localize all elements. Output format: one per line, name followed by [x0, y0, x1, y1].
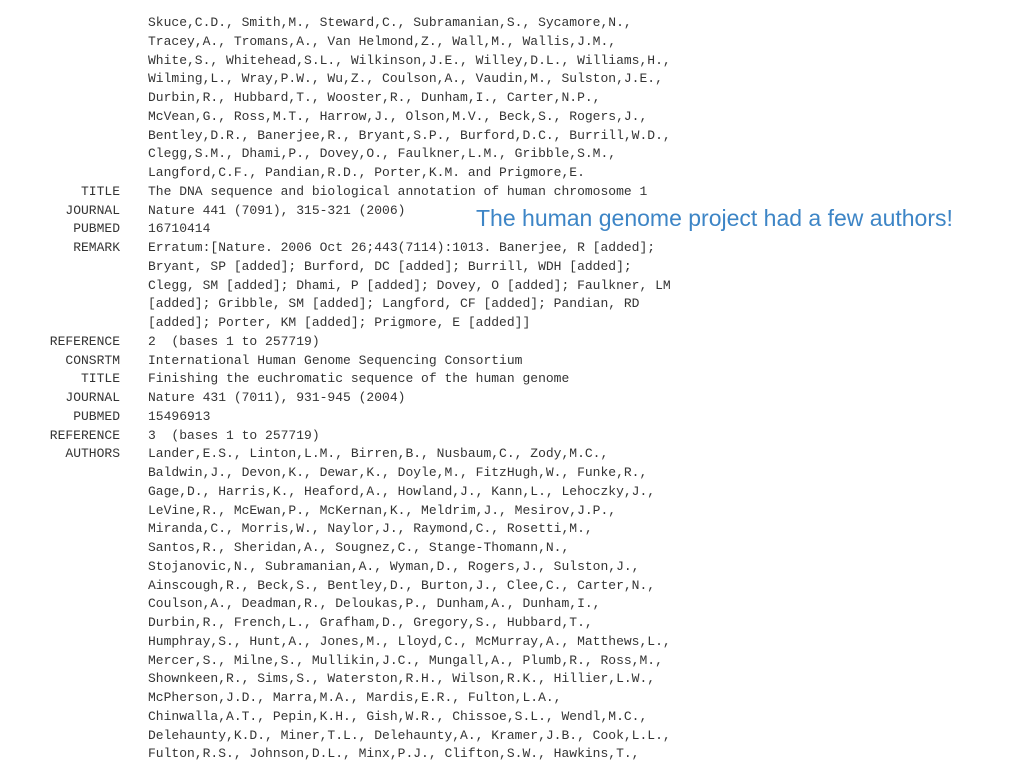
field-key: JOURNAL — [65, 202, 120, 218]
field-value: Fulton,R.S., Johnson,D.L., Minx,P.J., Clifton,S.W., Hawkins,T., — [148, 746, 640, 762]
field-value: Finishing the euchromatic sequence of the human genome — [148, 371, 570, 387]
field-value: 2 (bases 1 to 257719) — [148, 333, 320, 349]
genbank-record-text — [0, 14, 1024, 764]
record-line — [0, 595, 1024, 614]
record-line — [0, 239, 1024, 258]
record-line — [0, 539, 1024, 558]
field-key: PUBMED — [73, 408, 120, 424]
field-value: Clegg,S.M., Dhami,P., Dovey,O., Faulkner,L.M., Gribble,S.M., — [148, 146, 617, 162]
field-value: [added]; Gribble, SM [added]; Langford, CF [added]; Pandian, RD — [148, 296, 640, 312]
field-value: Delehaunty,K.D., Miner,T.L., Delehaunty,A., Kramer,J.B., Cook,L.L., — [148, 727, 671, 743]
record-line — [0, 614, 1024, 633]
field-value: White,S., Whitehead,S.L., Wilkinson,J.E., Willey,D.L., Williams,H., — [148, 52, 671, 68]
field-value: Durbin,R., Hubbard,T., Wooster,R., Dunham,I., Carter,N.P., — [148, 90, 601, 105]
field-value: Santos,R., Sheridan,A., Sougnez,C., Stange-Thomann,N., — [148, 540, 570, 555]
field-value: McVean,G., Ross,M.T., Harrow,J., Olson,M.V., Beck,S., Rogers,J., — [148, 108, 648, 124]
record-line — [0, 483, 1024, 502]
record-line — [0, 745, 1024, 764]
field-value: Durbin,R., French,L., Grafham,D., Gregory,S., Hubbard,T., — [148, 615, 593, 630]
field-value: Bentley,D.R., Banerjee,R., Bryant,S.P., Burford,D.C., Burrill,W.D., — [148, 127, 671, 143]
field-value: The DNA sequence and biological annotation of human chromosome 1 — [148, 183, 648, 199]
field-key: TITLE — [80, 371, 120, 387]
field-value: Bryant, SP [added]; Burford, DC [added]; Burrill, WDH [added]; — [148, 258, 632, 274]
field-value: Lander,E.S., Linton,L.M., Birren,B., Nusbaum,C., Zody,M.C., — [148, 446, 609, 462]
record-line — [0, 314, 1024, 333]
field-value: Langford,C.F., Pandian,R.D., Porter,K.M. and Prigmore,E. — [148, 165, 585, 180]
field-key: REMARK — [73, 240, 120, 255]
record-line — [0, 145, 1024, 164]
record-line — [0, 502, 1024, 521]
field-key: REFERENCE — [49, 427, 120, 443]
field-value: McPherson,J.D., Marra,M.A., Mardis,E.R., Fulton,L.A., — [148, 690, 562, 705]
record-line — [0, 164, 1024, 183]
record-line — [0, 89, 1024, 108]
field-key: CONSRTM — [65, 352, 120, 368]
field-value: 3 (bases 1 to 257719) — [148, 427, 320, 443]
record-line — [0, 370, 1024, 389]
record-line — [0, 464, 1024, 483]
record-line — [0, 389, 1024, 408]
field-value: Tracey,A., Tromans,A., Van Helmond,Z., Wall,M., Wallis,J.M., — [148, 33, 617, 49]
field-value: Mercer,S., Milne,S., Mullikin,J.C., Mungall,A., Plumb,R., Ross,M., — [148, 652, 663, 668]
record-line — [0, 408, 1024, 427]
record-line — [0, 427, 1024, 446]
record-line — [0, 670, 1024, 689]
record-line — [0, 14, 1024, 33]
record-line — [0, 689, 1024, 708]
record-line — [0, 352, 1024, 371]
field-value: Humphray,S., Hunt,A., Jones,M., Lloyd,C., McMurray,A., Matthews,L., — [148, 633, 671, 649]
record-line — [0, 708, 1024, 727]
field-key: TITLE — [80, 183, 120, 199]
field-key: REFERENCE — [49, 333, 120, 349]
field-value: [added]; Porter, KM [added]; Prigmore, E [added]] — [148, 315, 531, 330]
annotation-callout: The human genome project had a few authors! — [476, 205, 953, 231]
field-value: Gage,D., Harris,K., Heaford,A., Howland,J., Kann,L., Lehoczky,J., — [148, 483, 656, 499]
record-line — [0, 258, 1024, 277]
field-value: Chinwalla,A.T., Pepin,K.H., Gish,W.R., Chissoe,S.L., Wendl,M.C., — [148, 708, 648, 724]
record-line — [0, 633, 1024, 652]
record-line — [0, 727, 1024, 746]
record-line — [0, 127, 1024, 146]
field-value: Skuce,C.D., Smith,M., Steward,C., Subramanian,S., Sycamore,N., — [148, 15, 632, 30]
record-line — [0, 52, 1024, 71]
field-value: Clegg, SM [added]; Dhami, P [added]; Dovey, O [added]; Faulkner, LM — [148, 277, 671, 293]
field-key: PUBMED — [73, 221, 120, 237]
field-value: Miranda,C., Morris,W., Naylor,J., Raymond,C., Rosetti,M., — [148, 521, 593, 537]
record-line — [0, 33, 1024, 52]
record-line — [0, 577, 1024, 596]
field-value: 16710414 — [148, 221, 211, 237]
field-value: Baldwin,J., Devon,K., Dewar,K., Doyle,M., FitzHugh,W., Funke,R., — [148, 465, 648, 480]
field-key: AUTHORS — [65, 446, 120, 462]
record-line — [0, 295, 1024, 314]
field-value: Wilming,L., Wray,P.W., Wu,Z., Coulson,A., Vaudin,M., Sulston,J.E., — [148, 71, 663, 87]
field-value: Nature 431 (7011), 931-945 (2004) — [148, 390, 406, 405]
field-value: LeVine,R., McEwan,P., McKernan,K., Meldrim,J., Mesirov,J.P., — [148, 502, 617, 518]
field-value: 15496913 — [148, 408, 211, 424]
record-line — [0, 445, 1024, 464]
field-value: International Human Genome Sequencing Consortium — [148, 352, 523, 368]
field-key: JOURNAL — [65, 390, 120, 405]
field-value: Erratum:[Nature. 2006 Oct 26;443(7114):1013. Banerjee, R [added]; — [148, 240, 656, 255]
record-line — [0, 652, 1024, 671]
record-line — [0, 70, 1024, 89]
record-line — [0, 333, 1024, 352]
record-line — [0, 277, 1024, 296]
field-value: Nature 441 (7091), 315-321 (2006) — [148, 202, 406, 218]
field-value: Shownkeen,R., Sims,S., Waterston,R.H., Wilson,R.K., Hillier,L.W., — [148, 671, 656, 687]
record-line — [0, 558, 1024, 577]
record-line — [0, 183, 1024, 202]
field-value: Stojanovic,N., Subramanian,A., Wyman,D., Rogers,J., Sulston,J., — [148, 558, 640, 574]
record-line — [0, 108, 1024, 127]
field-value: Ainscough,R., Beck,S., Bentley,D., Burton,J., Clee,C., Carter,N., — [148, 577, 656, 593]
field-value: Coulson,A., Deadman,R., Deloukas,P., Dunham,A., Dunham,I., — [148, 596, 601, 612]
record-line — [0, 520, 1024, 539]
